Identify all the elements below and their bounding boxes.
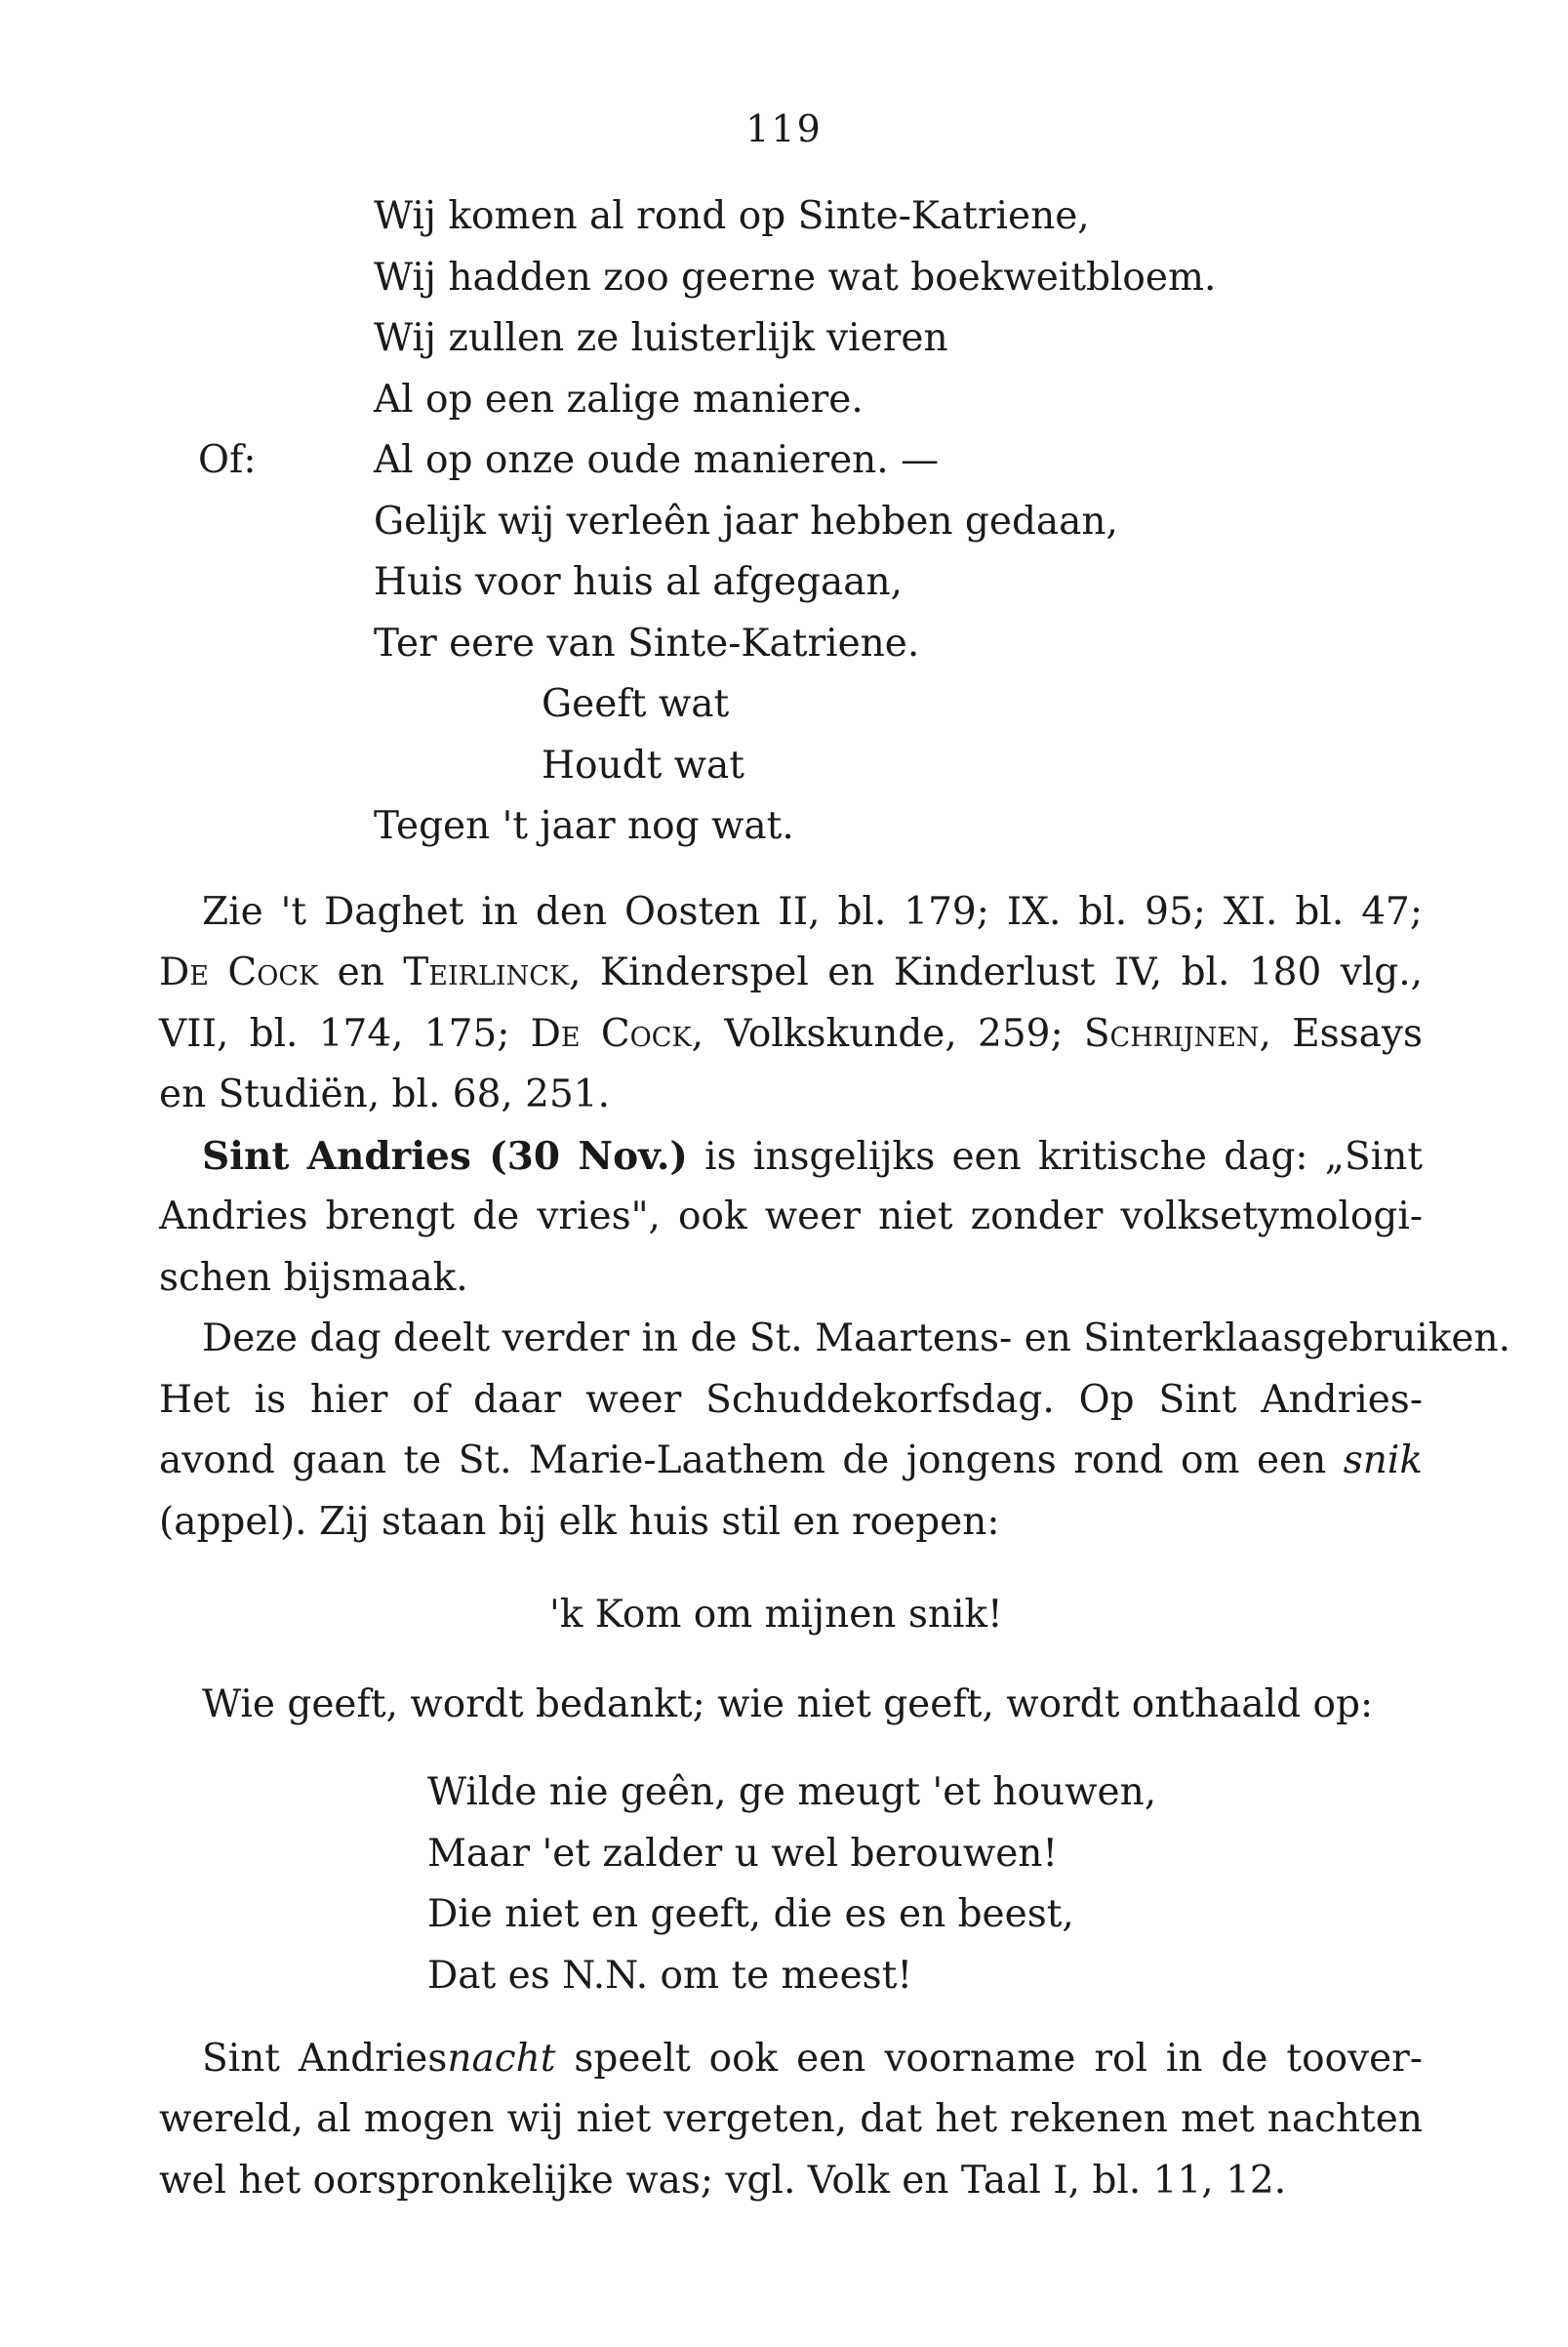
author-name: De Cock bbox=[530, 1012, 692, 1056]
poem1-line: Huis voor huis al afgegaan, bbox=[374, 560, 904, 604]
paragraph-line: wereld, al mogen wij niet vergeten, dat het rekenen met nachten bbox=[159, 2097, 1423, 2141]
text-run: , Volkskunde, 259; bbox=[691, 1012, 1084, 1056]
references-line: Zie 't Daghet in den Oosten II, bl. 179; IX. bl. 95; XI. bl. 47; bbox=[202, 890, 1423, 934]
call-line: 'k Kom om mijnen snik! bbox=[549, 1593, 1003, 1637]
of-label: Of: bbox=[198, 438, 257, 482]
poem1-line: Al op onze oude manieren. — bbox=[374, 438, 940, 482]
paragraph-line: (appel). Zij staan bij elk huis stil en roepen: bbox=[159, 1500, 1000, 1544]
author-name: Teirlinck bbox=[403, 951, 570, 994]
poem1-line: Tegen 't jaar nog wat. bbox=[374, 804, 794, 848]
paragraph-line: wel het oorspronkelijke was; vgl. Volk en Taal I, bl. 11, 12. bbox=[159, 2159, 1287, 2203]
author-name: Schrijnen bbox=[1083, 1012, 1260, 1056]
poem1-line: Wij zullen ze luisterlijk vieren bbox=[374, 316, 948, 360]
italic-word: nacht bbox=[447, 2037, 556, 2081]
poem2-line: Dat es N.N. om te meest! bbox=[427, 1954, 913, 1998]
poem1-line: Wij hadden zoo geerne wat boekweitbloem. bbox=[374, 256, 1217, 300]
author-name: De Cock bbox=[159, 951, 319, 994]
poem1-line: Gelijk wij verleên jaar hebben gedaan, bbox=[374, 500, 1118, 544]
text-run: speelt ook een voorname rol in de toover- bbox=[555, 2037, 1423, 2081]
poem1-line: Houdt wat bbox=[542, 744, 744, 788]
references-line bbox=[159, 1010, 1423, 1059]
poem2-line: Die niet en geeft, die es en beest, bbox=[427, 1892, 1074, 1936]
paragraph-line: Wie geeft, wordt bedankt; wie niet geeft, wordt onthaald op: bbox=[202, 1682, 1374, 1726]
text-run: Sint Andries bbox=[202, 2037, 448, 2081]
text-run: , Essays bbox=[1259, 1012, 1423, 1056]
paragraph-line bbox=[202, 1132, 1423, 1182]
paragraph-line: schen bijsmaak. bbox=[159, 1256, 468, 1300]
paragraph-line: Andries brengt de vries", ook weer niet zonder volksetymologi- bbox=[159, 1194, 1423, 1238]
references-line: en Studiën, bl. 68, 251. bbox=[159, 1072, 611, 1116]
italic-word: snik bbox=[1343, 1438, 1423, 1482]
text-run: en bbox=[318, 951, 404, 994]
section-heading: Sint Andries (30 Nov.) bbox=[202, 1134, 688, 1179]
poem1-line: Wij komen al rond op Sinte-Katriene, bbox=[374, 194, 1090, 238]
references-line bbox=[159, 949, 1423, 997]
page-number: 119 bbox=[745, 107, 823, 150]
poem1-line: Al op een zalige maniere. bbox=[374, 378, 864, 422]
poem1-line: Geeft wat bbox=[542, 682, 730, 726]
text-run: avond gaan te St. Marie-Laathem de jongens rond om een bbox=[159, 1438, 1344, 1482]
paragraph-line bbox=[159, 1437, 1423, 1485]
text-run: , Kinderspel en Kinderlust IV, bl. 180 vlg., bbox=[569, 951, 1423, 994]
paragraph-line: Het is hier of daar weer Schuddekorfsdag. Op Sint Andries- bbox=[159, 1378, 1423, 1422]
text-run: VII, bl. 174, 175; bbox=[159, 1012, 531, 1056]
paragraph-line: Deze dag deelt verder in de St. Maartens- en Sinterklaasgebruiken. bbox=[202, 1316, 1511, 1360]
paragraph-line bbox=[202, 2035, 1423, 2084]
poem2-line: Maar 'et zalder u wel berouwen! bbox=[427, 1832, 1059, 1876]
poem2-line: Wilde nie geên, ge meugt 'et houwen, bbox=[427, 1770, 1157, 1814]
poem1-line: Ter eere van Sinte-Katriene. bbox=[374, 622, 920, 666]
text-run: is insgelijks een kritische dag: „Sint bbox=[687, 1135, 1423, 1179]
